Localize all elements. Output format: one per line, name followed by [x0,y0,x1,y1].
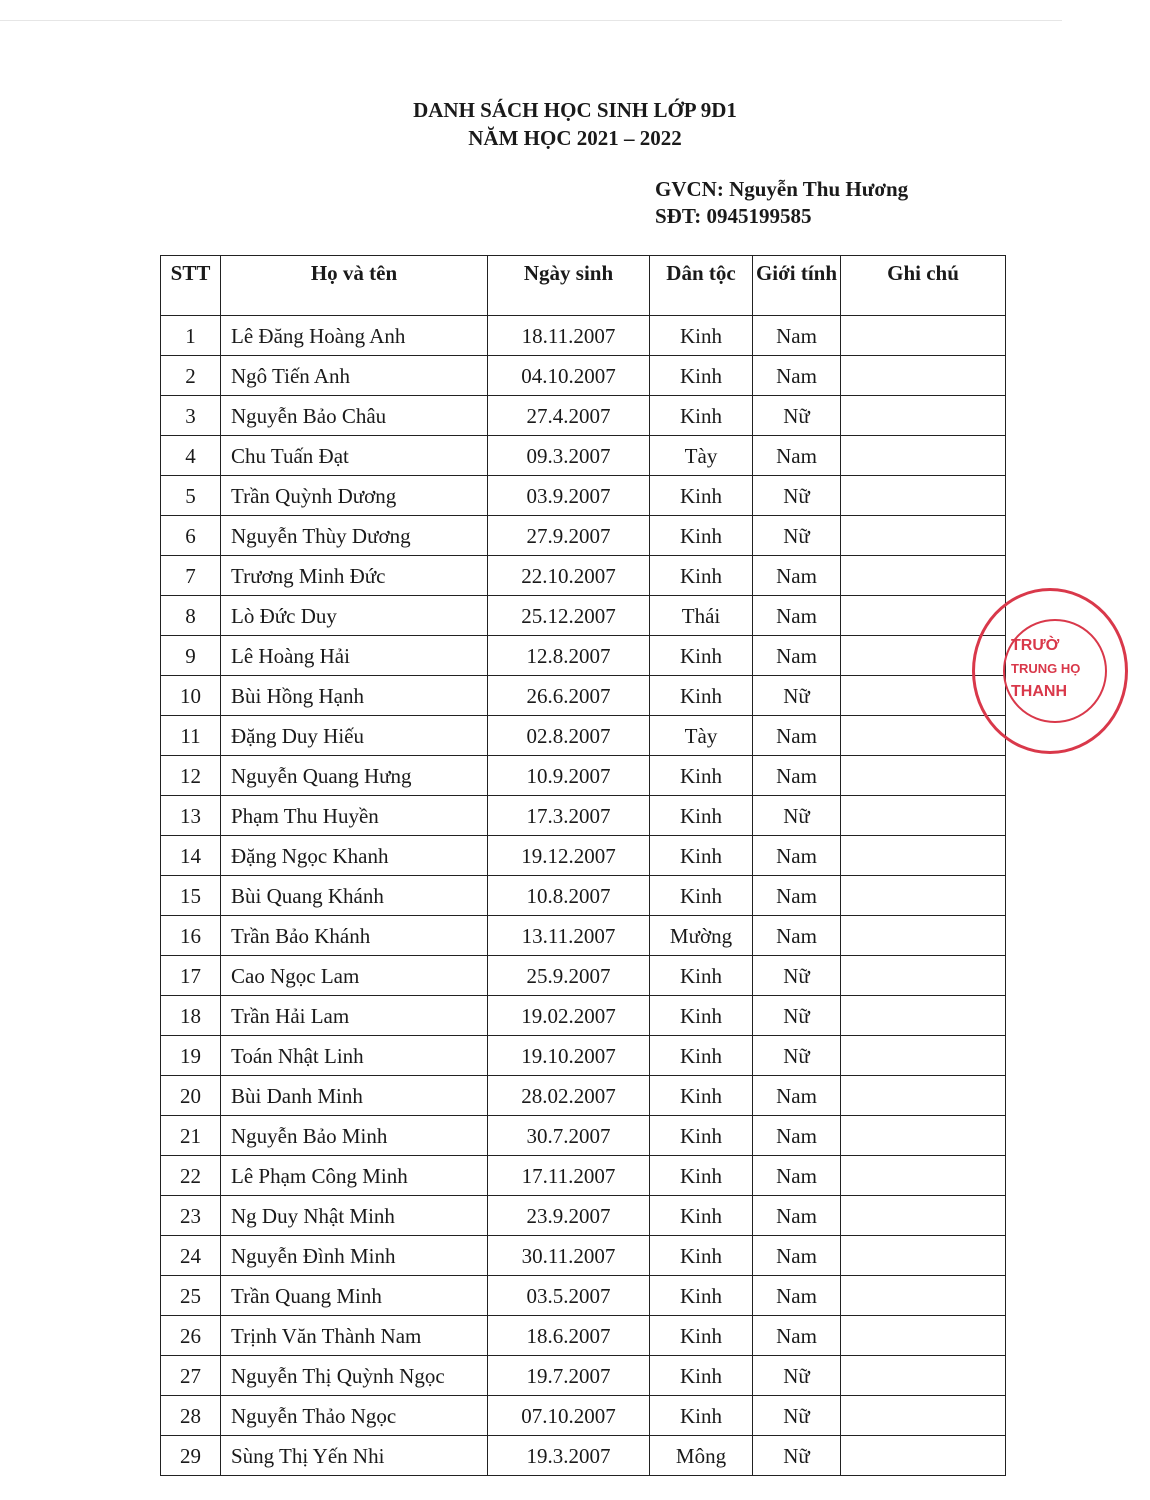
cell-stt: 10 [161,676,221,716]
cell-notes [841,356,1006,396]
table-row [161,916,1006,956]
table-row [161,1276,1006,1316]
cell-notes [841,1276,1006,1316]
cell-ethnicity: Kinh [650,1116,753,1156]
cell-name: Nguyễn Thị Quỳnh Ngọc [221,1356,488,1396]
cell-ethnicity: Kinh [650,1396,753,1436]
cell-ethnicity: Kinh [650,1196,753,1236]
official-stamp [972,588,1128,754]
cell-name: Trần Quang Minh [221,1276,488,1316]
table-row [161,516,1006,556]
stamp-text-line-3: THANH [1011,683,1067,700]
cell-stt: 7 [161,556,221,596]
cell-stt: 17 [161,956,221,996]
cell-gender: Nam [753,316,841,356]
cell-gender: Nữ [753,796,841,836]
cell-stt: 3 [161,396,221,436]
cell-notes [841,1436,1006,1476]
table-row [161,956,1006,996]
column-header-dob: Ngày sinh [488,256,650,316]
cell-dob: 25.12.2007 [488,596,650,636]
cell-ethnicity: Thái [650,596,753,636]
cell-name: Lê Hoàng Hải [221,636,488,676]
cell-gender: Nữ [753,676,841,716]
cell-name: Ngô Tiến Anh [221,356,488,396]
cell-name: Bùi Hồng Hạnh [221,676,488,716]
cell-dob: 26.6.2007 [488,676,650,716]
cell-stt: 9 [161,636,221,676]
cell-gender: Nữ [753,516,841,556]
header-row [161,256,1006,316]
cell-name: Lê Phạm Công Minh [221,1156,488,1196]
cell-gender: Nam [753,716,841,756]
cell-ethnicity: Kinh [650,1236,753,1276]
table-row [161,1396,1006,1436]
cell-ethnicity: Kinh [650,1036,753,1076]
cell-ethnicity: Tày [650,436,753,476]
cell-dob: 30.7.2007 [488,1116,650,1156]
cell-dob: 10.8.2007 [488,876,650,916]
stamp-text-line-1: TRƯỜ [1011,637,1060,654]
column-header-stt: STT [161,256,221,316]
cell-gender: Nữ [753,1356,841,1396]
cell-name: Lò Đức Duy [221,596,488,636]
cell-name: Trần Hải Lam [221,996,488,1036]
cell-name: Toán Nhật Linh [221,1036,488,1076]
title-line-2: NĂM HỌC 2021 – 2022 [468,126,682,150]
cell-notes [841,596,1006,636]
cell-gender: Nam [753,596,841,636]
cell-name: Nguyễn Thảo Ngọc [221,1396,488,1436]
cell-stt: 15 [161,876,221,916]
table-row [161,1196,1006,1236]
cell-stt: 27 [161,1356,221,1396]
cell-stt: 24 [161,1236,221,1276]
cell-name: Nguyễn Đình Minh [221,1236,488,1276]
cell-ethnicity: Kinh [650,476,753,516]
cell-ethnicity: Kinh [650,756,753,796]
table-row [161,1356,1006,1396]
cell-ethnicity: Kinh [650,1356,753,1396]
cell-gender: Nam [753,1076,841,1116]
homeroom-teacher: GVCN: Nguyễn Thu Hương [655,177,909,201]
cell-dob: 17.11.2007 [488,1156,650,1196]
table-row [161,1236,1006,1276]
cell-dob: 27.4.2007 [488,396,650,436]
cell-stt: 12 [161,756,221,796]
cell-gender: Nữ [753,1396,841,1436]
table-row [161,1116,1006,1156]
cell-name: Chu Tuấn Đạt [221,436,488,476]
cell-name: Sùng Thị Yến Nhi [221,1436,488,1476]
table-row [161,1076,1006,1116]
cell-dob: 19.02.2007 [488,996,650,1036]
cell-name: Trịnh Văn Thành Nam [221,1316,488,1356]
cell-gender: Nam [753,916,841,956]
cell-stt: 11 [161,716,221,756]
table-row [161,476,1006,516]
table-row [161,796,1006,836]
cell-stt: 26 [161,1316,221,1356]
cell-notes [841,1316,1006,1356]
cell-dob: 30.11.2007 [488,1236,650,1276]
cell-name: Nguyễn Thùy Dương [221,516,488,556]
table-row [161,876,1006,916]
cell-name: Bùi Quang Khánh [221,876,488,916]
table-row [161,836,1006,876]
cell-gender: Nam [753,1316,841,1356]
cell-notes [841,1116,1006,1156]
cell-dob: 07.10.2007 [488,1396,650,1436]
cell-stt: 5 [161,476,221,516]
cell-stt: 8 [161,596,221,636]
cell-dob: 19.10.2007 [488,1036,650,1076]
stamp-text-line-2: TRUNG HỌ [1011,661,1081,676]
table-row [161,1316,1006,1356]
cell-dob: 18.6.2007 [488,1316,650,1356]
cell-dob: 02.8.2007 [488,716,650,756]
cell-dob: 03.9.2007 [488,476,650,516]
cell-ethnicity: Kinh [650,836,753,876]
document-title [0,96,1150,152]
cell-gender: Nam [753,1116,841,1156]
cell-notes [841,556,1006,596]
table-row [161,316,1006,356]
cell-stt: 16 [161,916,221,956]
scan-border-line [0,20,1062,21]
cell-gender: Nam [753,836,841,876]
cell-gender: Nam [753,756,841,796]
cell-dob: 19.3.2007 [488,1436,650,1476]
cell-gender: Nam [753,1196,841,1236]
cell-dob: 03.5.2007 [488,1276,650,1316]
cell-dob: 19.7.2007 [488,1356,650,1396]
table-row [161,756,1006,796]
table-header [161,256,1006,316]
cell-stt: 23 [161,1196,221,1236]
cell-name: Ng Duy Nhật Minh [221,1196,488,1236]
cell-stt: 21 [161,1116,221,1156]
cell-notes [841,1196,1006,1236]
cell-dob: 28.02.2007 [488,1076,650,1116]
cell-dob: 10.9.2007 [488,756,650,796]
cell-dob: 25.9.2007 [488,956,650,996]
table-row [161,996,1006,1036]
cell-notes [841,436,1006,476]
cell-notes [841,876,1006,916]
table-row [161,396,1006,436]
cell-gender: Nữ [753,396,841,436]
cell-gender: Nam [753,636,841,676]
cell-notes [841,836,1006,876]
cell-stt: 14 [161,836,221,876]
title-line-1: DANH SÁCH HỌC SINH LỚP 9D1 [413,98,737,122]
cell-ethnicity: Kinh [650,516,753,556]
cell-notes [841,1036,1006,1076]
table-row [161,596,1006,636]
cell-ethnicity: Kinh [650,636,753,676]
cell-name: Trương Minh Đức [221,556,488,596]
cell-stt: 6 [161,516,221,556]
cell-ethnicity: Kinh [650,316,753,356]
cell-stt: 25 [161,1276,221,1316]
cell-stt: 19 [161,1036,221,1076]
cell-gender: Nam [753,436,841,476]
column-header-ethnicity: Dân tộc [650,256,753,316]
column-header-name: Họ và tên [221,256,488,316]
table-row [161,716,1006,756]
cell-ethnicity: Mường [650,916,753,956]
cell-notes [841,316,1006,356]
cell-stt: 20 [161,1076,221,1116]
cell-ethnicity: Kinh [650,396,753,436]
cell-name: Cao Ngọc Lam [221,956,488,996]
cell-gender: Nam [753,356,841,396]
cell-gender: Nữ [753,1036,841,1076]
cell-ethnicity: Kinh [650,996,753,1036]
cell-name: Lê Đăng Hoàng Anh [221,316,488,356]
cell-ethnicity: Kinh [650,556,753,596]
teacher-phone: SĐT: 0945199585 [655,204,812,228]
cell-stt: 4 [161,436,221,476]
cell-notes [841,1076,1006,1116]
student-roster-table [160,255,1006,1476]
cell-notes [841,1356,1006,1396]
cell-gender: Nam [753,876,841,916]
cell-notes [841,756,1006,796]
cell-dob: 27.9.2007 [488,516,650,556]
cell-ethnicity: Kinh [650,796,753,836]
cell-ethnicity: Kinh [650,876,753,916]
cell-name: Trần Bảo Khánh [221,916,488,956]
cell-notes [841,1156,1006,1196]
cell-dob: 09.3.2007 [488,436,650,476]
cell-dob: 18.11.2007 [488,316,650,356]
cell-stt: 29 [161,1436,221,1476]
table-row [161,356,1006,396]
table-body [161,316,1006,1476]
table-row [161,1156,1006,1196]
cell-dob: 12.8.2007 [488,636,650,676]
cell-dob: 22.10.2007 [488,556,650,596]
cell-name: Trần Quỳnh Dương [221,476,488,516]
cell-ethnicity: Kinh [650,1276,753,1316]
table-row [161,636,1006,676]
cell-notes [841,796,1006,836]
cell-name: Bùi Danh Minh [221,1076,488,1116]
cell-stt: 13 [161,796,221,836]
cell-ethnicity: Mông [650,1436,753,1476]
cell-notes [841,516,1006,556]
cell-gender: Nam [753,1156,841,1196]
table-row [161,436,1006,476]
cell-ethnicity: Kinh [650,956,753,996]
cell-ethnicity: Tày [650,716,753,756]
cell-stt: 2 [161,356,221,396]
cell-ethnicity: Kinh [650,1156,753,1196]
cell-name: Nguyễn Bảo Minh [221,1116,488,1156]
cell-gender: Nữ [753,956,841,996]
column-header-notes: Ghi chú [841,256,1006,316]
column-header-gender: Giới tính [753,256,841,316]
cell-notes [841,1396,1006,1436]
cell-notes [841,956,1006,996]
cell-ethnicity: Kinh [650,1076,753,1116]
cell-name: Nguyễn Quang Hưng [221,756,488,796]
cell-name: Phạm Thu Huyền [221,796,488,836]
cell-gender: Nam [753,556,841,596]
cell-notes [841,396,1006,436]
cell-dob: 04.10.2007 [488,356,650,396]
cell-ethnicity: Kinh [650,356,753,396]
cell-notes [841,996,1006,1036]
table-row [161,556,1006,596]
cell-gender: Nữ [753,996,841,1036]
cell-dob: 13.11.2007 [488,916,650,956]
cell-notes [841,1236,1006,1276]
cell-dob: 23.9.2007 [488,1196,650,1236]
table-row [161,1036,1006,1076]
cell-stt: 18 [161,996,221,1036]
cell-ethnicity: Kinh [650,676,753,716]
cell-gender: Nam [753,1236,841,1276]
cell-stt: 22 [161,1156,221,1196]
table-row [161,1436,1006,1476]
teacher-info [655,176,908,230]
cell-dob: 19.12.2007 [488,836,650,876]
table-row [161,676,1006,716]
cell-name: Đặng Ngọc Khanh [221,836,488,876]
cell-stt: 1 [161,316,221,356]
cell-gender: Nữ [753,476,841,516]
cell-name: Nguyễn Bảo Châu [221,396,488,436]
cell-name: Đặng Duy Hiếu [221,716,488,756]
cell-stt: 28 [161,1396,221,1436]
cell-notes [841,716,1006,756]
cell-ethnicity: Kinh [650,1316,753,1356]
cell-dob: 17.3.2007 [488,796,650,836]
cell-notes [841,476,1006,516]
cell-notes [841,916,1006,956]
cell-gender: Nữ [753,1436,841,1476]
cell-gender: Nam [753,1276,841,1316]
